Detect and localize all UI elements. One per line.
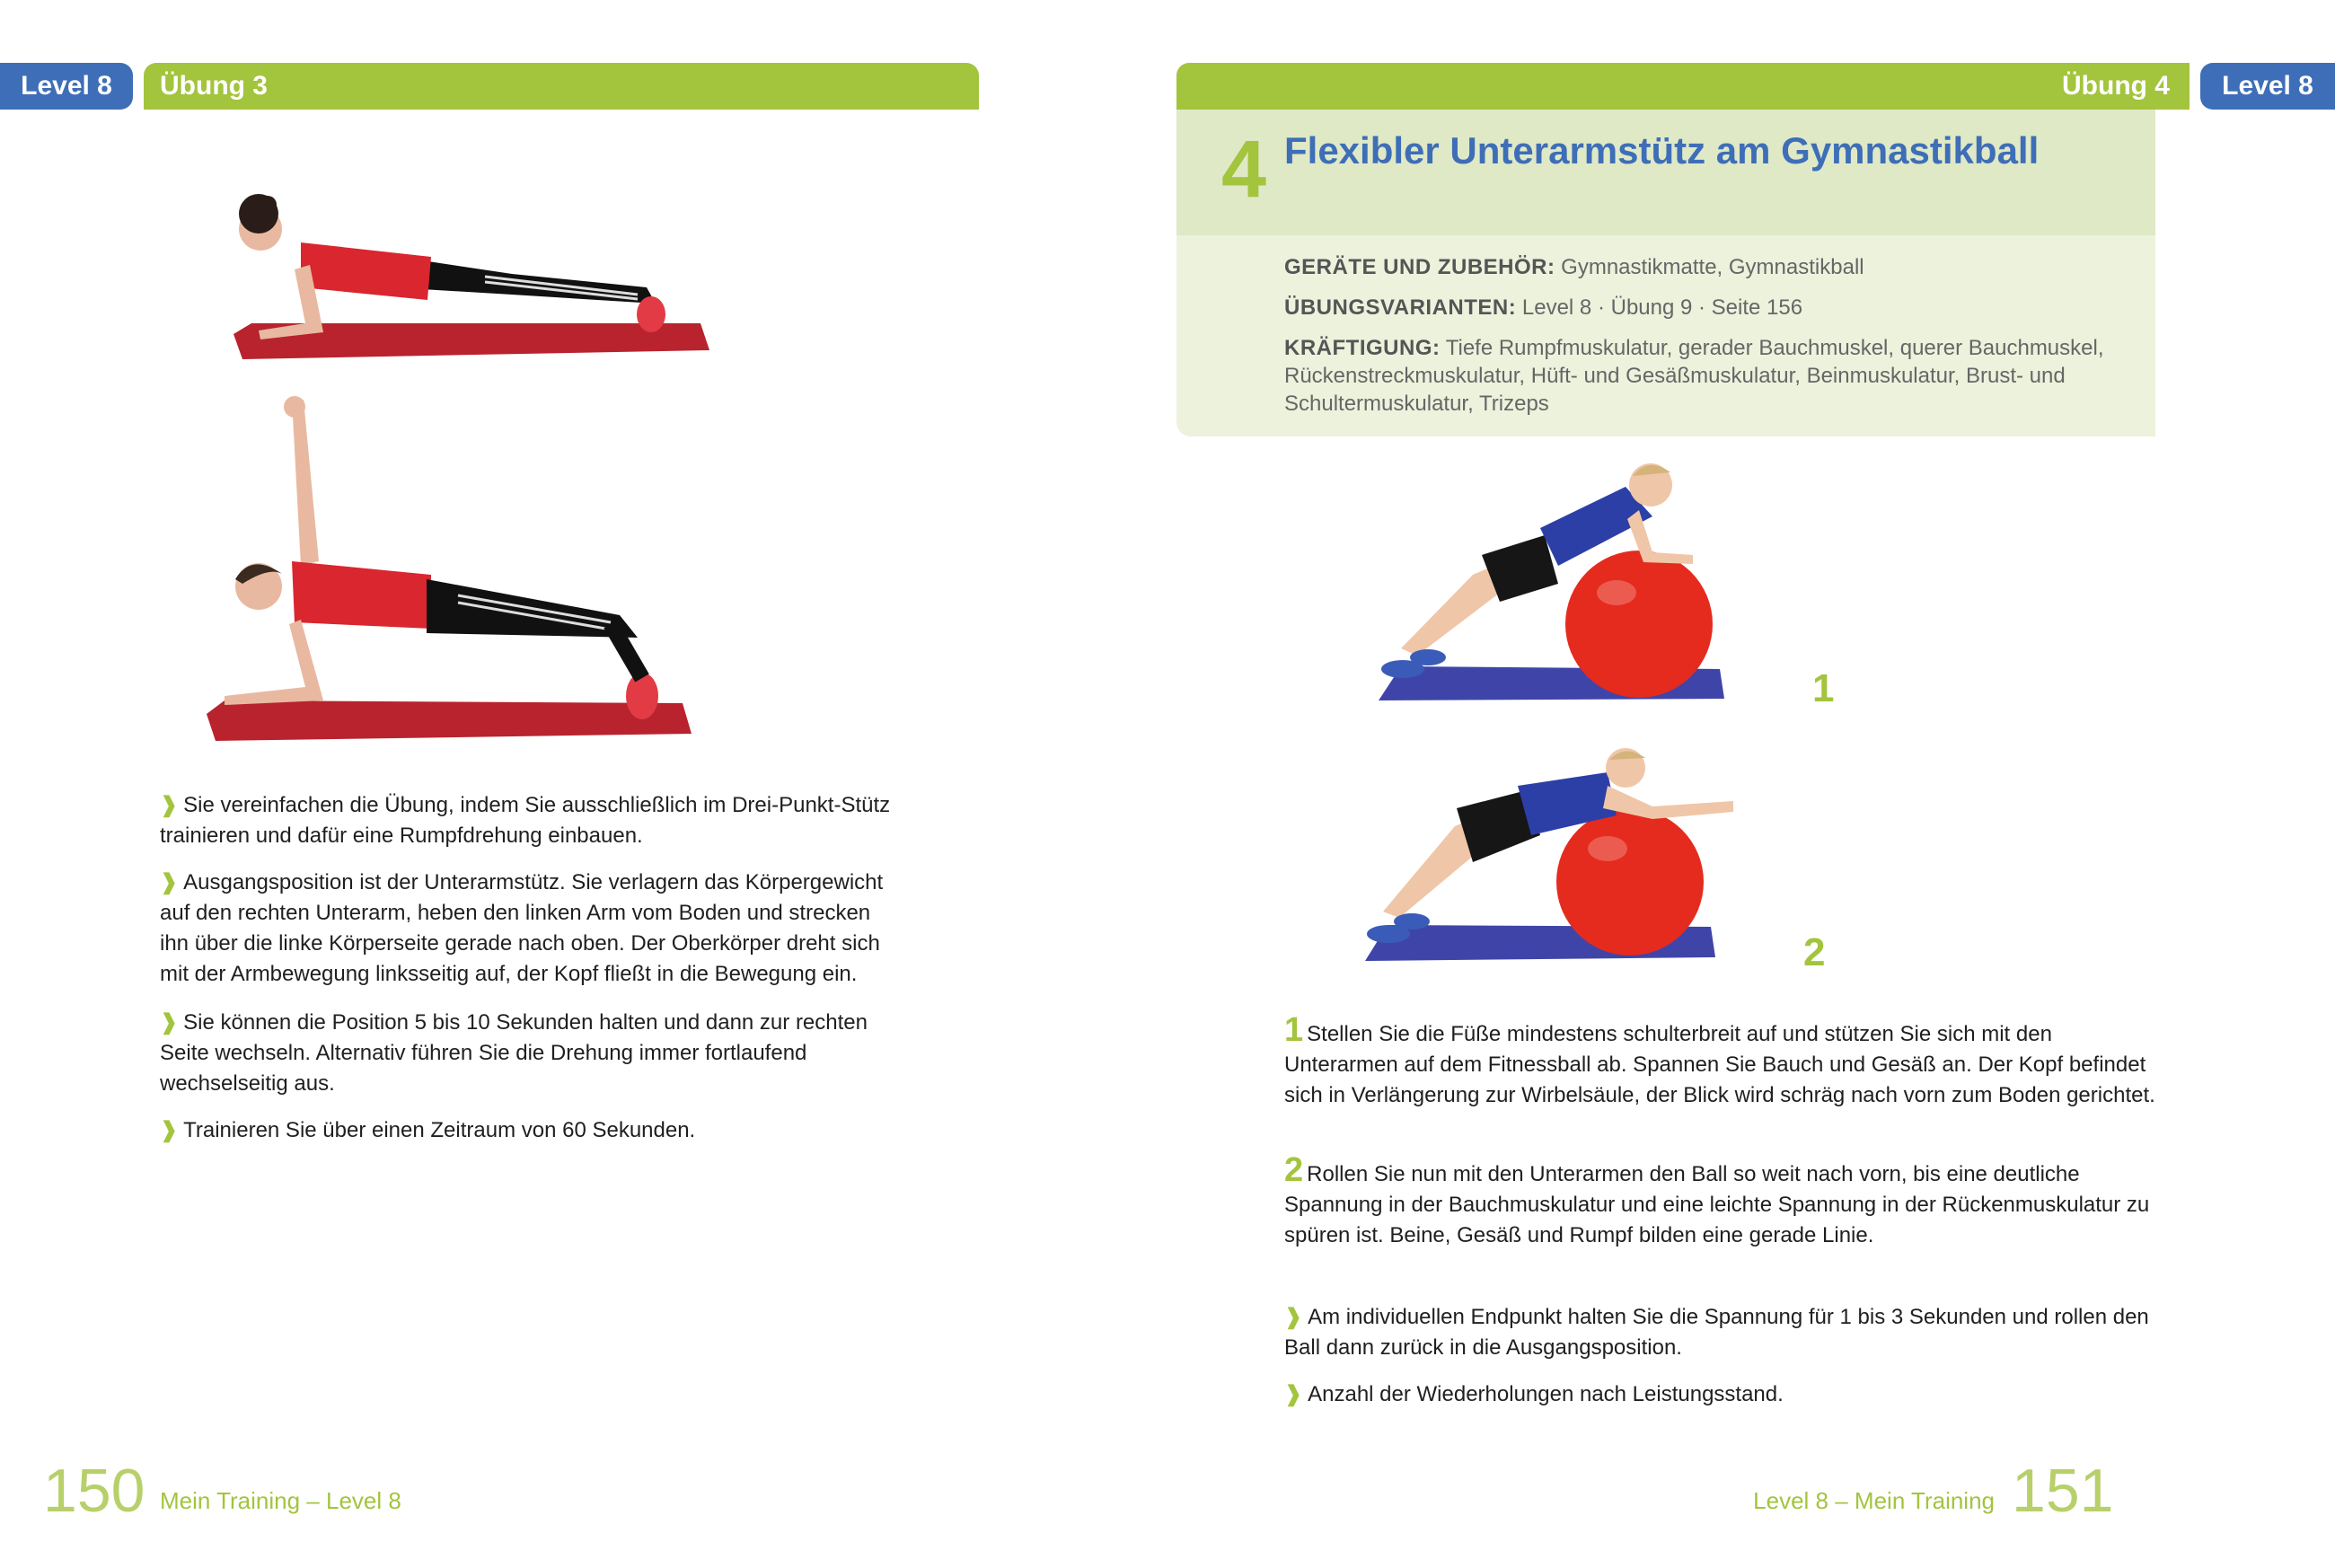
ball-plank-start-photo [1365, 449, 1742, 718]
running-footer: Mein Training – Level 8 [160, 1487, 401, 1514]
exercise-header-bar: Übung 4 [1176, 63, 2190, 110]
forearm-plank-photo [216, 189, 718, 368]
bullet-icon: ❱ [1284, 1382, 1303, 1406]
side-plank-rotation-photo [189, 391, 709, 750]
level-tab: Level 8 [2200, 63, 2335, 110]
level-tab: Level 8 [0, 63, 133, 110]
instruction-paragraph: ❱ Am individuellen Endpunkt halten Sie die Spannung für 1 bis 3 Sekunden und rollen den Ball dann zurück in die Ausgangsposition. [1284, 1305, 2149, 1360]
instruction-paragraph: ❱ Anzahl der Wiederholungen nach Leistungsstand. [1284, 1382, 1784, 1406]
instruction-paragraph: ❱ Sie können die Position 5 bis 10 Sekunden halten und dann zur rechten Seite wechseln. Alternativ führen Sie die Drehung immer fortlaufend wechselseitig aus. [160, 1010, 868, 1096]
bullet-icon: ❱ [1284, 1305, 1303, 1329]
left-page [0, 0, 1078, 1568]
bullet-icon: ❱ [160, 1118, 179, 1142]
page-number: 150 [43, 1457, 145, 1525]
step-number: 1 [1284, 1011, 1304, 1049]
instruction-paragraph: ❱ Ausgangsposition ist der Unterarmstütz. Sie verlagern das Körpergewicht auf den rechten Unterarm, heben den linken Arm vom Boden und strecken ihn über die linke Körperseite gerade nach oben. Der Oberkörper dreht sich mit der Armbewegung linksseitig auf, der Kopf fließt in die Bewegung ein. [160, 870, 884, 986]
info-strengthening: KRÄFTIGUNG: Tiefe Rumpfmuskulatur, gerader Bauchmuskel, querer Bauchmuskel, Rückenstreckmuskulatur, Hüft- und Gesäßmuskulatur, Beinmuskulatur, Brust- und Schultermuskulatur, Trizeps [1284, 336, 2104, 416]
step-paragraph: 1 Stellen Sie die Füße mindestens schulterbreit auf und stützen Sie sich mit den Unterarmen auf dem Fitnessball ab. Spannen Sie Bauch und Gesäß an. Der Kopf befindet sich in Verlängerung zur Wirbelsäule, der Blick wird schräg nach vorn zum Boden gerichtet. [1284, 1011, 2155, 1107]
right-page [1078, 0, 2313, 1568]
bullet-icon: ❱ [160, 870, 179, 894]
exercise-number: 4 [1221, 125, 1267, 215]
image-step-label: 1 [1812, 666, 1835, 710]
title-band [1176, 110, 2155, 235]
instruction-paragraph: ❱ Trainieren Sie über einen Zeitraum von 60 Sekunden. [160, 1118, 696, 1142]
step-paragraph: 2 Rollen Sie nun mit den Unterarmen den Ball so weit nach vorn, bis eine deutliche Spannung in der Bauchmuskulatur und eine leichte Spannung in der Rückenmuskulatur zu spüren ist. Beine, Gesäß und Rumpf bilden eine gerade Linie. [1284, 1151, 2150, 1247]
step-number: 2 [1284, 1151, 1304, 1189]
ball-plank-rollout-photo [1356, 745, 1742, 970]
bullet-icon: ❱ [160, 793, 179, 817]
exercise-title: Flexibler Unterarmstütz am Gymnastikball [1284, 129, 2040, 172]
info-equipment: GERÄTE UND ZUBEHÖR: Gymnastikmatte, Gymnastikball [1284, 255, 1864, 279]
instruction-paragraph: ❱ Sie vereinfachen die Übung, indem Sie ausschließlich im Drei-Punkt-Stütz trainieren und dafür eine Rumpfdrehung einbauen. [160, 793, 891, 848]
exercise-info-box [1176, 110, 2155, 436]
exercise-header-bar: Übung 3 [144, 63, 979, 110]
image-step-label: 2 [1803, 930, 1826, 974]
running-footer: Level 8 – Mein Training [1753, 1487, 1995, 1514]
bullet-icon: ❱ [160, 1010, 179, 1035]
info-variants: ÜBUNGSVARIANTEN: Level 8 · Übung 9 · Seite 156 [1284, 295, 1803, 320]
page-number: 151 [2012, 1457, 2114, 1525]
